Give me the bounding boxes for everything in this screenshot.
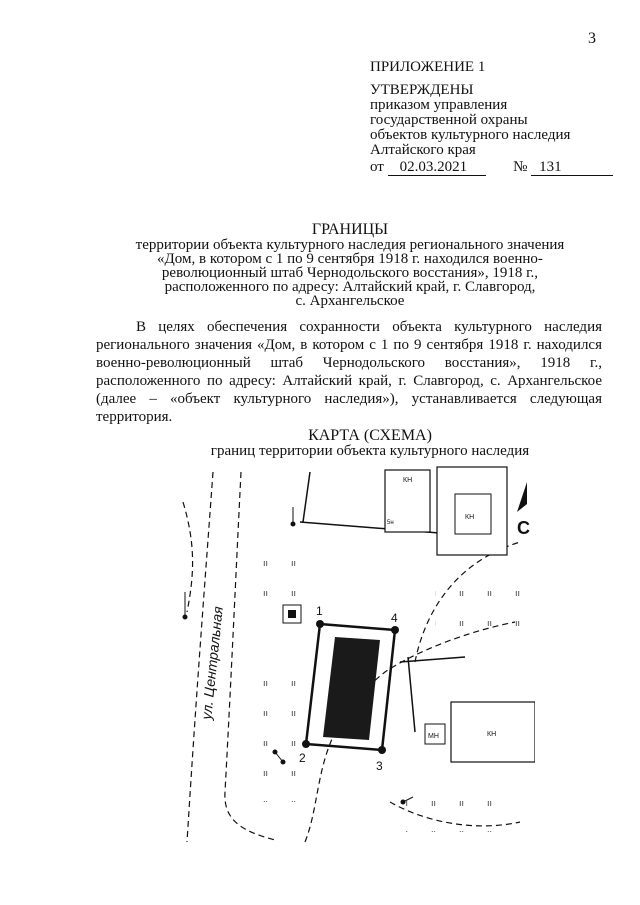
map-subtitle: границ территории объекта культурного наследия	[210, 443, 530, 459]
street-label: ул. Центральная	[198, 605, 226, 721]
number-sign: №	[513, 159, 528, 175]
title-line: расположенного по адресу: Алтайский край, г. Славгород,	[164, 279, 536, 295]
grass-area	[435, 582, 525, 642]
appendix-line: приказом управления	[370, 97, 508, 113]
grass-area	[255, 552, 315, 612]
fence-side	[408, 657, 415, 732]
boundary-point	[391, 626, 399, 634]
title-line: с. Архангельское	[295, 293, 405, 309]
map-heading: КАРТА (СХЕМА)	[308, 427, 432, 444]
appendix-line: государственной охраны	[370, 112, 528, 128]
grass-area	[245, 662, 305, 802]
boundary-point	[316, 620, 324, 628]
grass-area	[405, 782, 505, 832]
protected-building	[323, 637, 380, 740]
north-arrow-icon	[517, 482, 527, 512]
building-label: МН	[428, 733, 439, 740]
title-line: революционный штаб Чернодольского восстания», 1918 г.,	[161, 265, 539, 281]
building-label: КН	[465, 514, 475, 521]
point-label: 1	[316, 604, 323, 618]
order-date-row	[370, 160, 613, 176]
fence-vertical	[303, 472, 310, 522]
title-line: «Дом, в котором с 1 по 9 сентября 1918 г. находился военно-	[157, 251, 543, 267]
approved-label: УТВЕРЖДЕНЫ	[370, 82, 474, 98]
appendix-line: объектов культурного наследия	[370, 127, 571, 143]
road-edge-dashed	[183, 502, 193, 612]
building-kn-2	[437, 467, 507, 555]
title-heading: ГРАНИЦЫ	[311, 221, 389, 238]
paragraph-text: В целях обеспечения сохранности объекта культурного наследия регионального значения «Дом, в котором с 1 по 9 сентября 1918 г. находился военно-революционный штаб Чернодольского восстания», 1918 г., расположенного по адресу: Алтайский край, г. Славгород, с. Архангельское (далее – «объект культурного наследия»), устанавливается следующая территория.	[96, 319, 602, 425]
page-number: 3	[588, 30, 596, 47]
order-number: 131	[531, 160, 613, 176]
appendix-block	[370, 60, 613, 176]
body-paragraph	[96, 318, 602, 426]
point-label: 4	[391, 611, 398, 625]
appendix-line: Алтайского края	[370, 142, 476, 158]
boundary-point	[378, 746, 386, 754]
point-label: 3	[376, 759, 383, 773]
building-label: КН	[487, 731, 497, 738]
building-small-label: 5н	[387, 520, 394, 526]
ot-label: от	[370, 159, 384, 175]
document-title	[40, 222, 640, 308]
building-label: КН	[403, 477, 413, 484]
appendix-title: ПРИЛОЖЕНИЕ 1	[370, 59, 486, 75]
order-date: 02.03.2021	[388, 160, 486, 176]
map-title	[100, 428, 640, 458]
boundary-map	[175, 462, 535, 852]
title-line: территории объекта культурного наследия регионального значения	[135, 237, 565, 253]
north-label: С	[517, 518, 530, 538]
